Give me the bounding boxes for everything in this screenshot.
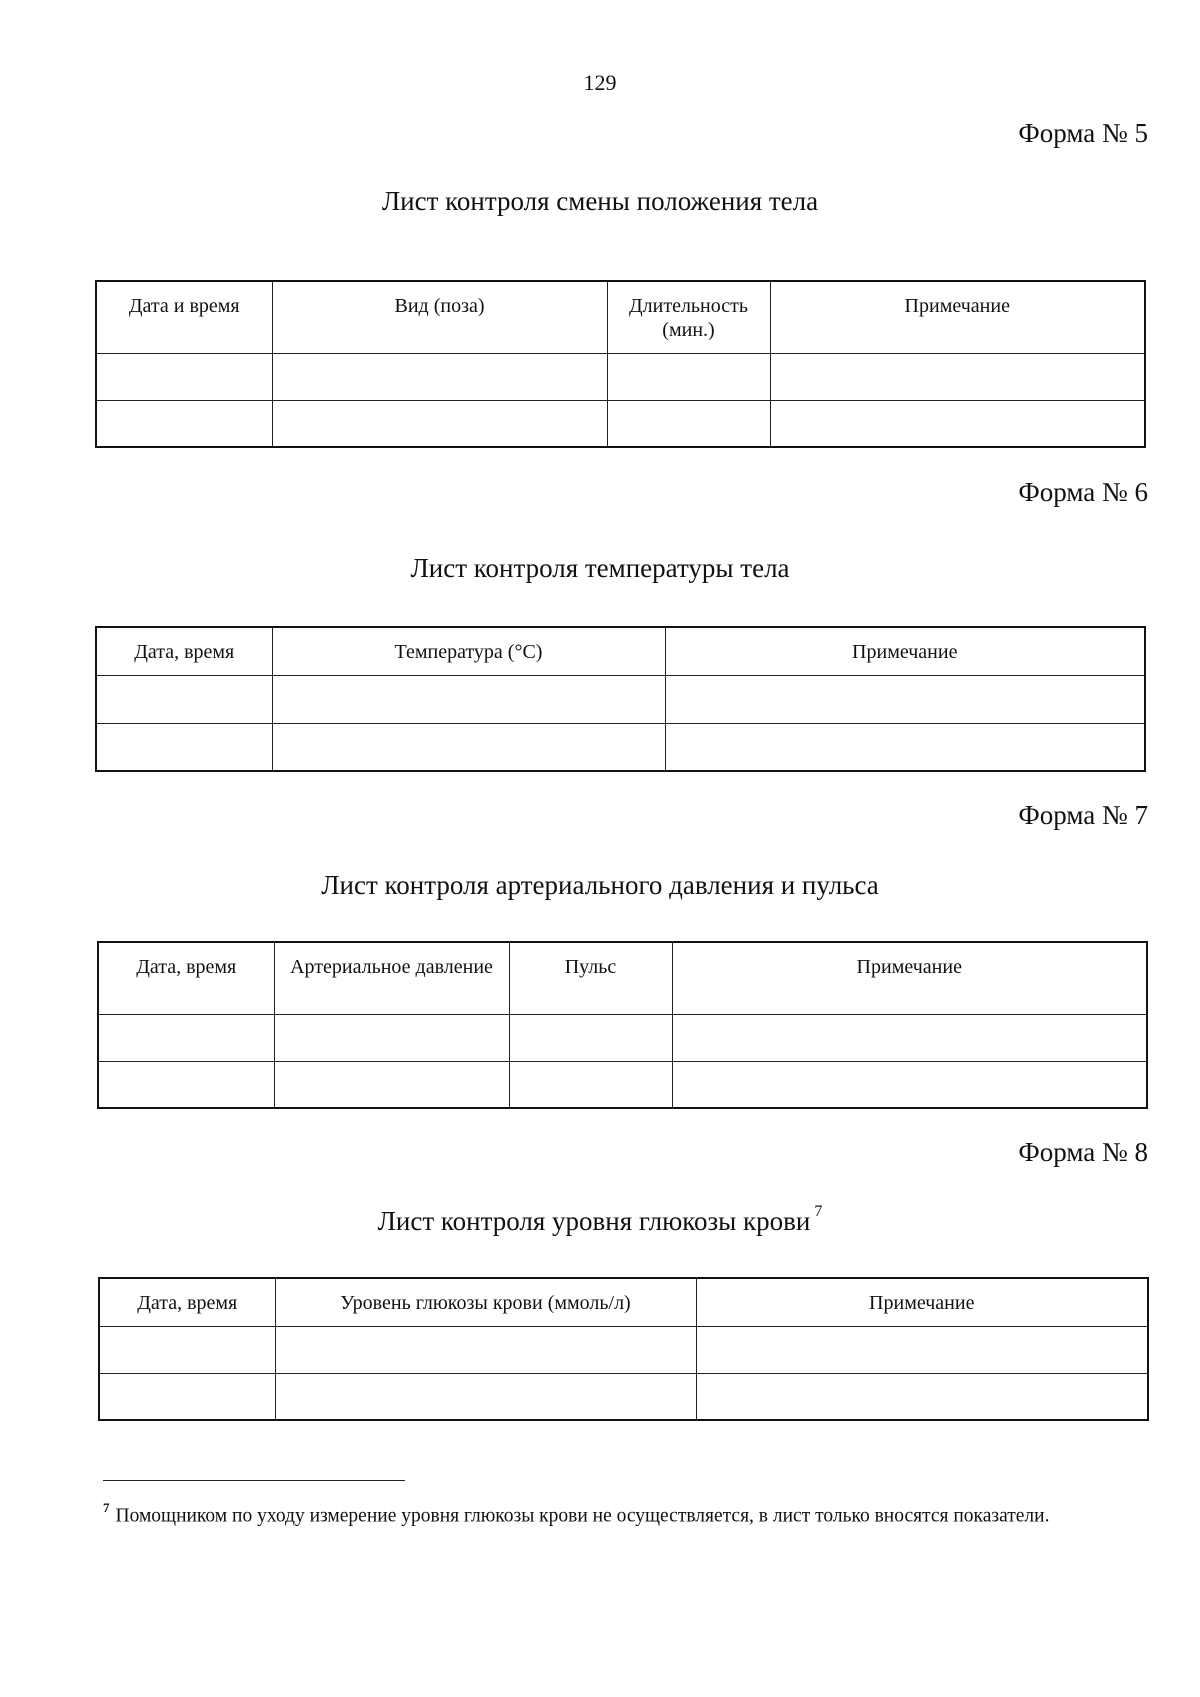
column-header: Примечание bbox=[770, 281, 1145, 353]
sheet-title bbox=[0, 870, 1200, 901]
empty-cell[interactable] bbox=[509, 1061, 672, 1108]
empty-cell[interactable] bbox=[274, 1014, 509, 1061]
column-header: Дата и время bbox=[96, 281, 272, 353]
column-header: Примечание bbox=[672, 942, 1147, 1014]
table-row bbox=[98, 1061, 1147, 1108]
empty-cell[interactable] bbox=[770, 353, 1145, 400]
footnote-marker: 7 bbox=[103, 1500, 110, 1515]
empty-cell[interactable] bbox=[672, 1014, 1147, 1061]
page-number: 129 bbox=[583, 70, 617, 95]
table-row bbox=[96, 353, 1145, 400]
empty-cell[interactable] bbox=[696, 1326, 1148, 1373]
sheet-title-text: Лист контроля артериального давления и пульса bbox=[321, 870, 879, 900]
empty-cell[interactable] bbox=[98, 1014, 274, 1061]
column-header: Температура (°С) bbox=[272, 627, 665, 675]
sheet-title bbox=[0, 553, 1200, 584]
empty-cell[interactable] bbox=[274, 1061, 509, 1108]
empty-cell[interactable] bbox=[98, 1061, 274, 1108]
table-row bbox=[98, 1014, 1147, 1061]
footnote-reference[interactable]: 7 bbox=[814, 1203, 823, 1220]
position-change-table bbox=[95, 280, 1146, 448]
table-row bbox=[96, 675, 1145, 723]
column-header: Пульс bbox=[509, 942, 672, 1014]
empty-cell[interactable] bbox=[99, 1373, 275, 1420]
temperature-table bbox=[95, 626, 1146, 772]
column-header: Вид (поза) bbox=[272, 281, 607, 353]
footnote-divider bbox=[103, 1480, 405, 1481]
table-header-row bbox=[98, 942, 1147, 1014]
empty-cell[interactable] bbox=[96, 353, 272, 400]
column-header: Дата, время bbox=[99, 1278, 275, 1326]
sheet-title-text: Лист контроля смены положения тела bbox=[381, 186, 819, 216]
empty-cell[interactable] bbox=[96, 723, 272, 771]
empty-cell[interactable] bbox=[96, 400, 272, 447]
empty-cell[interactable] bbox=[272, 400, 607, 447]
table-row bbox=[96, 723, 1145, 771]
empty-cell[interactable] bbox=[96, 675, 272, 723]
table-header-row bbox=[96, 281, 1145, 353]
sheet-title-text: Лист контроля температуры тела bbox=[410, 553, 790, 583]
column-header: Дата, время bbox=[96, 627, 272, 675]
empty-cell[interactable] bbox=[607, 400, 770, 447]
column-header: Примечание bbox=[696, 1278, 1148, 1326]
table-row bbox=[96, 400, 1145, 447]
empty-cell[interactable] bbox=[275, 1326, 696, 1373]
blood-pressure-pulse-table bbox=[97, 941, 1148, 1109]
column-header: Примечание bbox=[665, 627, 1145, 675]
form-label: Форма № 5 bbox=[1018, 118, 1148, 148]
table-header-row bbox=[99, 1278, 1148, 1326]
column-header: Уровень глюкозы крови (ммоль/л) bbox=[275, 1278, 696, 1326]
column-header: Дата, время bbox=[98, 942, 274, 1014]
empty-cell[interactable] bbox=[99, 1326, 275, 1373]
footnote-text: Помощником по уходу измерение уровня глюкозы крови не осуществляется, в лист только вносятся показатели. bbox=[115, 1505, 1050, 1527]
table-row bbox=[99, 1373, 1148, 1420]
column-header: Длительность (мин.) bbox=[607, 281, 770, 353]
empty-cell[interactable] bbox=[672, 1061, 1147, 1108]
empty-cell[interactable] bbox=[696, 1373, 1148, 1420]
empty-cell[interactable] bbox=[272, 353, 607, 400]
footnote bbox=[103, 1497, 1158, 1530]
empty-cell[interactable] bbox=[770, 400, 1145, 447]
empty-cell[interactable] bbox=[275, 1373, 696, 1420]
table-header-row bbox=[96, 627, 1145, 675]
column-header: Артериальное давление bbox=[274, 942, 509, 1014]
sheet-title-text: Лист контроля уровня глюкозы крови bbox=[377, 1206, 811, 1236]
sheet-title bbox=[0, 186, 1200, 217]
empty-cell[interactable] bbox=[509, 1014, 672, 1061]
sheet-title bbox=[0, 1203, 1200, 1237]
empty-cell[interactable] bbox=[607, 353, 770, 400]
table-row bbox=[99, 1326, 1148, 1373]
empty-cell[interactable] bbox=[665, 675, 1145, 723]
form-label: Форма № 7 bbox=[1018, 800, 1148, 830]
blood-glucose-table bbox=[98, 1277, 1149, 1421]
form-label: Форма № 8 bbox=[1018, 1137, 1148, 1167]
form-label: Форма № 6 bbox=[1018, 477, 1148, 507]
empty-cell[interactable] bbox=[272, 723, 665, 771]
empty-cell[interactable] bbox=[272, 675, 665, 723]
empty-cell[interactable] bbox=[665, 723, 1145, 771]
